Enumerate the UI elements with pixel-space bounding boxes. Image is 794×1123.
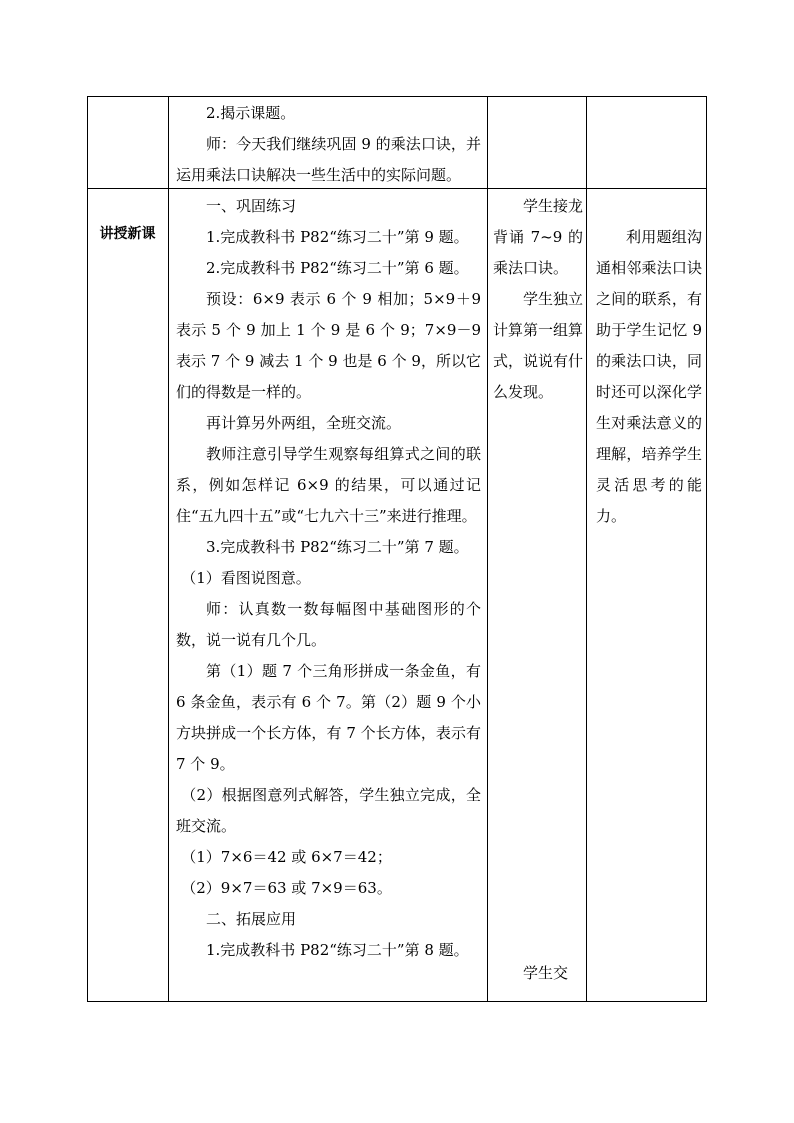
table-border-top: [87, 96, 707, 97]
intro-paragraph-1: 2.揭示课题。: [206, 104, 296, 122]
content-paragraph: （1）看图说图意。: [181, 569, 311, 587]
section-label: 讲授新课: [99, 226, 156, 242]
content-paragraph: 再计算另外两组，全班交流。: [206, 414, 402, 432]
intro-paragraph-2: 师：今天我们继续巩固 9 的乘法口诀，并运用乘法口诀解决一些生活中的实际问题。: [176, 135, 481, 184]
design-intent-paragraph: 利用题组沟通相邻乘法口诀之间的联系，有助于学生记忆 9 的乘法口诀，同时还可以深化学生对乘法意义的理解，培养学生灵活思考的能力。: [596, 228, 702, 525]
student-activity-paragraph: 学生独立计算第一组算式，说说有什么发现。: [493, 290, 584, 401]
content-paragraph: （1）7×6＝42 或 6×7＝42；: [181, 848, 392, 866]
content-paragraph: （2）根据图意列式解答，学生独立完成，全班交流。: [176, 786, 481, 835]
intro-content-cell: [169, 98, 487, 191]
student-activity-paragraph: 学生交: [523, 964, 569, 982]
content-paragraph: 二、拓展应用: [206, 910, 297, 928]
content-paragraph: 教师注意引导学生观察每组算式之间的联系，例如怎样记 6×9 的结果，可以通过记住“五九四十五”或“七九六十三”来进行推理。: [176, 445, 481, 525]
lesson-plan-table: [87, 96, 707, 1002]
content-paragraph: 1.完成教科书 P82“练习二十”第 8 题。: [206, 941, 469, 959]
content-paragraph: 2.完成教科书 P82“练习二十”第 6 题。: [206, 259, 469, 277]
table-border-bottom: [87, 1001, 707, 1002]
content-paragraph: 3.完成教科书 P82“练习二十”第 7 题。: [206, 538, 469, 556]
design-intent-cell: [587, 222, 707, 532]
content-paragraph: 第（1）题 7 个三角形拼成一条金鱼，有 6 条金鱼，表示有 6 个 7。第（2）题 9 个小方块拼成一个长方体，有 7 个长方体，表示有 7 个 9。: [176, 662, 481, 773]
content-paragraph: 预设：6×9 表示 6 个 9 相加；5×9＋9 表示 5 个 9 加上 1 个 9 是 6 个 9；7×9－9 表示 7 个 9 减去 1 个 9 也是 6 个 9，所以它们的得数是一样的。: [176, 290, 481, 401]
student-activity-cell: [488, 191, 586, 982]
content-paragraph: 1.完成教科书 P82“练习二十”第 9 题。: [206, 228, 469, 246]
content-paragraph: 师：认真数一数每幅图中基础图形的个数，说一说有几个几。: [176, 600, 481, 649]
content-paragraph: （2）9×7＝63 或 7×9＝63。: [181, 879, 392, 897]
lesson-content-cell: [169, 191, 487, 966]
content-paragraph: 一、巩固练习: [206, 197, 297, 215]
student-activity-paragraph: 学生接龙背诵 7~9 的乘法口诀。: [493, 197, 584, 277]
